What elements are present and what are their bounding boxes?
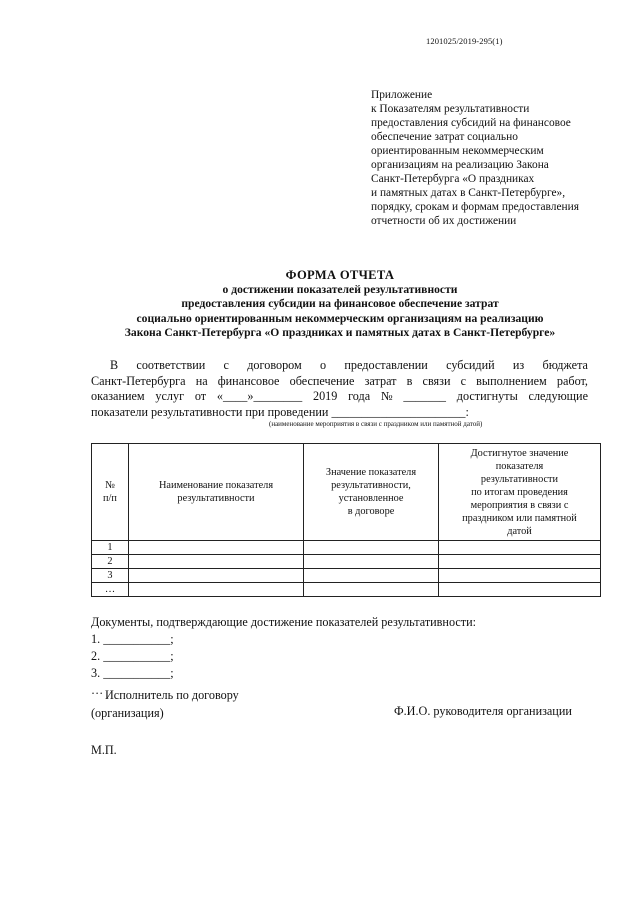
appendix-line: отчетности об их достижении [371, 215, 517, 227]
word: В [110, 358, 119, 372]
cell-contract-value [304, 569, 439, 583]
body-paragraph [91, 358, 588, 420]
indicators-table [91, 443, 601, 597]
title-line: социально ориентированным некоммерческим организациям на реализацию [136, 311, 544, 325]
cell-indicator-name [129, 583, 304, 597]
document-item: 3. ___________; [91, 666, 174, 680]
word: обеспечение [289, 373, 355, 388]
document-item: … [91, 683, 104, 697]
word: с [460, 373, 467, 388]
word: 2019 [312, 389, 338, 404]
document-item: 1. ___________; [91, 632, 174, 646]
cell-contract-value [304, 541, 439, 555]
row-number: 1 [92, 541, 129, 555]
word: из [512, 358, 525, 372]
director-name-label: Ф.И.О. руководителя организации [394, 704, 572, 718]
cell-achieved-value [439, 541, 601, 555]
word: следующие [528, 389, 588, 404]
document-number: 1201025/2019-295(1) [426, 36, 503, 46]
row-number: 2 [92, 555, 129, 569]
event-name-note: (наименование мероприятия в связи с праздником или памятной датой) [269, 420, 483, 428]
contract-number-blank: _______ [403, 389, 446, 404]
word: услуг [155, 389, 185, 404]
appendix-line: и памятных датах в Санкт-Петербурге», [371, 187, 566, 199]
appendix-block [371, 88, 611, 228]
word: на [195, 373, 208, 388]
cell-contract-value [304, 583, 439, 597]
header-indicator-name [129, 444, 304, 541]
appendix-line: к Показателям результативности [371, 103, 530, 115]
table-row [92, 555, 601, 569]
cell-indicator-name [129, 569, 304, 583]
cell-indicator-name [129, 541, 304, 555]
body-line-1 [91, 358, 588, 374]
word: затрат [364, 373, 397, 388]
stamp-placeholder: М.П. [91, 743, 117, 757]
appendix-line: ориентированным некоммерческим [371, 145, 544, 157]
word: о [320, 358, 327, 372]
cell-achieved-value [439, 583, 601, 597]
body-line-4: показатели результативности при проведении ______________________: [91, 404, 469, 419]
executor-signature-block [91, 686, 239, 722]
appendix-line: Санкт-Петербурга «О праздниках [371, 173, 535, 185]
cell-achieved-value [439, 555, 601, 569]
table-row [92, 569, 601, 583]
word: в [406, 373, 413, 388]
word: предоставлении [344, 358, 428, 372]
body-line-2 [91, 374, 588, 390]
word: связи [422, 373, 451, 388]
appendix-line: обеспечение затрат социально [371, 131, 518, 143]
title-line: предоставления субсидии на финансовое обеспечение затрат [181, 297, 499, 311]
word: года [348, 389, 371, 404]
documents-heading: Документы, подтверждающие достижение показателей результативности: [91, 615, 476, 629]
header-contract-value [304, 444, 439, 541]
header-indicator-name-text: Наименование показателя результативности [158, 480, 274, 504]
word: № [380, 389, 393, 404]
executor-label: Исполнитель по договору [105, 688, 239, 702]
row-number: 3 [92, 569, 129, 583]
cell-contract-value [304, 555, 439, 569]
header-number [92, 444, 129, 541]
word: с [223, 358, 229, 372]
appendix-line: порядку, срокам и формам предоставления [371, 201, 579, 213]
word: договором [247, 358, 302, 372]
form-title [40, 268, 640, 341]
appendix-line: предоставления субсидий на финансовое [371, 117, 571, 129]
word: субсидий [446, 358, 495, 372]
word: оказанием [91, 389, 145, 404]
header-achieved-value [439, 444, 601, 541]
row-number: … [92, 583, 129, 597]
cell-indicator-name [129, 555, 304, 569]
word: бюджета [542, 358, 588, 372]
header-achieved-value-text: Достигнутое значение показателя результативности по итогам проведения мероприятия в связи с праздником или памятной датой [462, 447, 577, 537]
table-header-row [92, 444, 601, 541]
table-row [92, 583, 601, 597]
appendix-line: Приложение [371, 89, 433, 101]
organization-label: (организация) [91, 706, 164, 720]
document-item: 2. ___________; [91, 649, 174, 663]
word: выполнением [476, 373, 547, 388]
cell-achieved-value [439, 569, 601, 583]
form-heading: ФОРМА ОТЧЕТА [285, 268, 395, 282]
word: соответствии [136, 358, 206, 372]
word: достигнуты [456, 389, 518, 404]
header-number-text: № п/п [103, 480, 117, 504]
contract-date-blank: «____»________ [216, 389, 303, 404]
title-line: о достижении показателей результативности [222, 282, 458, 296]
header-contract-value-text: Значение показателя результативности, установленное в договоре [325, 467, 417, 517]
word: от [194, 389, 207, 404]
appendix-line: организациям на реализацию Закона [371, 159, 549, 171]
table-row [92, 541, 601, 555]
body-line-3 [91, 389, 588, 405]
word: работ, [556, 373, 588, 388]
title-line: Закона Санкт-Петербурга «О праздниках и памятных датах в Санкт-Петербурге» [124, 326, 556, 340]
word: Санкт-Петербурга [91, 373, 186, 388]
word: финансовое [217, 373, 280, 388]
